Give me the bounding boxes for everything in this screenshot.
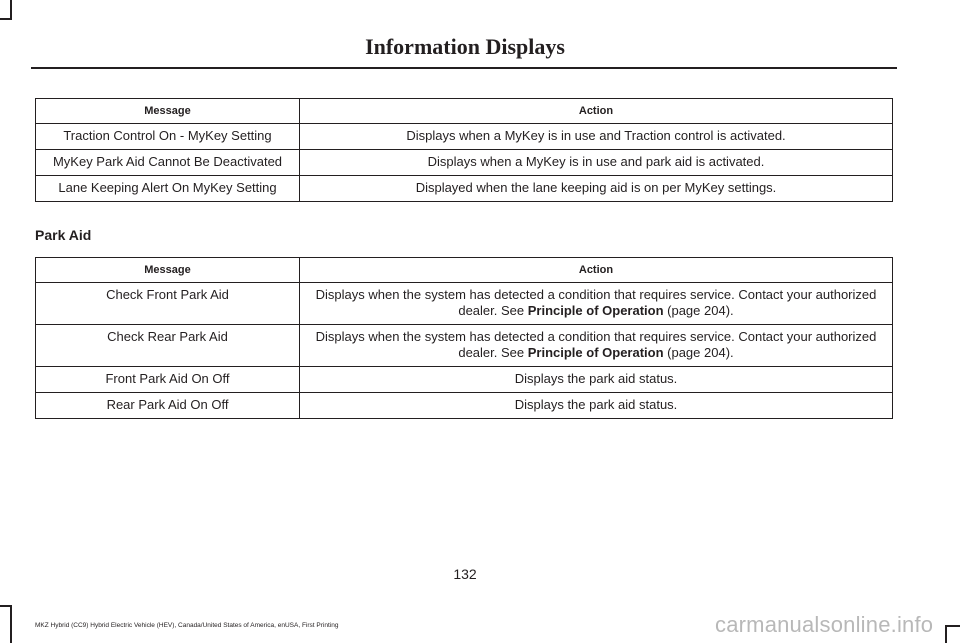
page-reference: (page 204). bbox=[663, 345, 734, 360]
message-cell: MyKey Park Aid Cannot Be Deactivated bbox=[36, 150, 300, 176]
table-row bbox=[36, 367, 893, 393]
message-cell: Check Rear Park Aid bbox=[36, 325, 300, 367]
column-header-action: Action bbox=[300, 258, 893, 283]
cross-reference-link[interactable]: Principle of Operation bbox=[527, 303, 664, 318]
cross-reference-link[interactable]: Principle of Operation bbox=[527, 345, 664, 360]
message-cell: Rear Park Aid On Off bbox=[36, 393, 300, 419]
message-cell: Lane Keeping Alert On MyKey Setting bbox=[36, 176, 300, 202]
table-row bbox=[36, 393, 893, 419]
column-header-message: Message bbox=[36, 99, 300, 124]
table-row bbox=[36, 124, 893, 150]
action-cell: Displayed when the lane keeping aid is on per MyKey settings. bbox=[300, 176, 893, 202]
edition-footer: MKZ Hybrid (CC9) Hybrid Electric Vehicle (HEV), Canada/United States of America, enUSA, First Printing bbox=[35, 622, 339, 629]
crop-mark-bottom-right-vertical bbox=[945, 625, 947, 643]
page-title: Information Displays bbox=[365, 34, 565, 59]
action-cell: Displays the park aid status. bbox=[300, 367, 893, 393]
crop-mark-bottom-right-horizontal bbox=[945, 625, 960, 627]
action-text: Displays when the system has detected a condition that requires service. Contact your authorized dealer. See bbox=[315, 287, 877, 318]
message-cell: Check Front Park Aid bbox=[36, 283, 300, 325]
section-heading-park-aid: Park Aid bbox=[35, 227, 92, 243]
page-reference: (page 204). bbox=[663, 303, 734, 318]
table-row bbox=[36, 176, 893, 202]
action-cell bbox=[300, 283, 893, 325]
action-cell: Displays when a MyKey is in use and Traction control is activated. bbox=[300, 124, 893, 150]
table-row bbox=[36, 325, 893, 367]
action-cell bbox=[300, 325, 893, 367]
action-text: Displays when the system has detected a condition that requires service. Contact your authorized dealer. See bbox=[315, 329, 877, 360]
mykey-messages-table bbox=[35, 98, 893, 202]
crop-mark-top-left-horizontal bbox=[0, 18, 12, 20]
action-cell: Displays the park aid status. bbox=[300, 393, 893, 419]
table-header-row bbox=[36, 99, 893, 124]
park-aid-messages-table bbox=[35, 257, 893, 419]
message-cell: Front Park Aid On Off bbox=[36, 367, 300, 393]
crop-mark-top-left-vertical bbox=[10, 0, 12, 20]
header-rule bbox=[31, 67, 897, 69]
action-cell: Displays when a MyKey is in use and park aid is activated. bbox=[300, 150, 893, 176]
watermark: carmanualsonline.info bbox=[715, 612, 934, 637]
crop-mark-bottom-left-vertical bbox=[10, 605, 12, 643]
table-header-row bbox=[36, 258, 893, 283]
column-header-message: Message bbox=[36, 258, 300, 283]
table-row bbox=[36, 150, 893, 176]
column-header-action: Action bbox=[300, 99, 893, 124]
crop-mark-bottom-left-horizontal bbox=[0, 605, 12, 607]
message-cell: Traction Control On - MyKey Setting bbox=[36, 124, 300, 150]
page-number: 132 bbox=[453, 566, 477, 582]
table-row bbox=[36, 283, 893, 325]
